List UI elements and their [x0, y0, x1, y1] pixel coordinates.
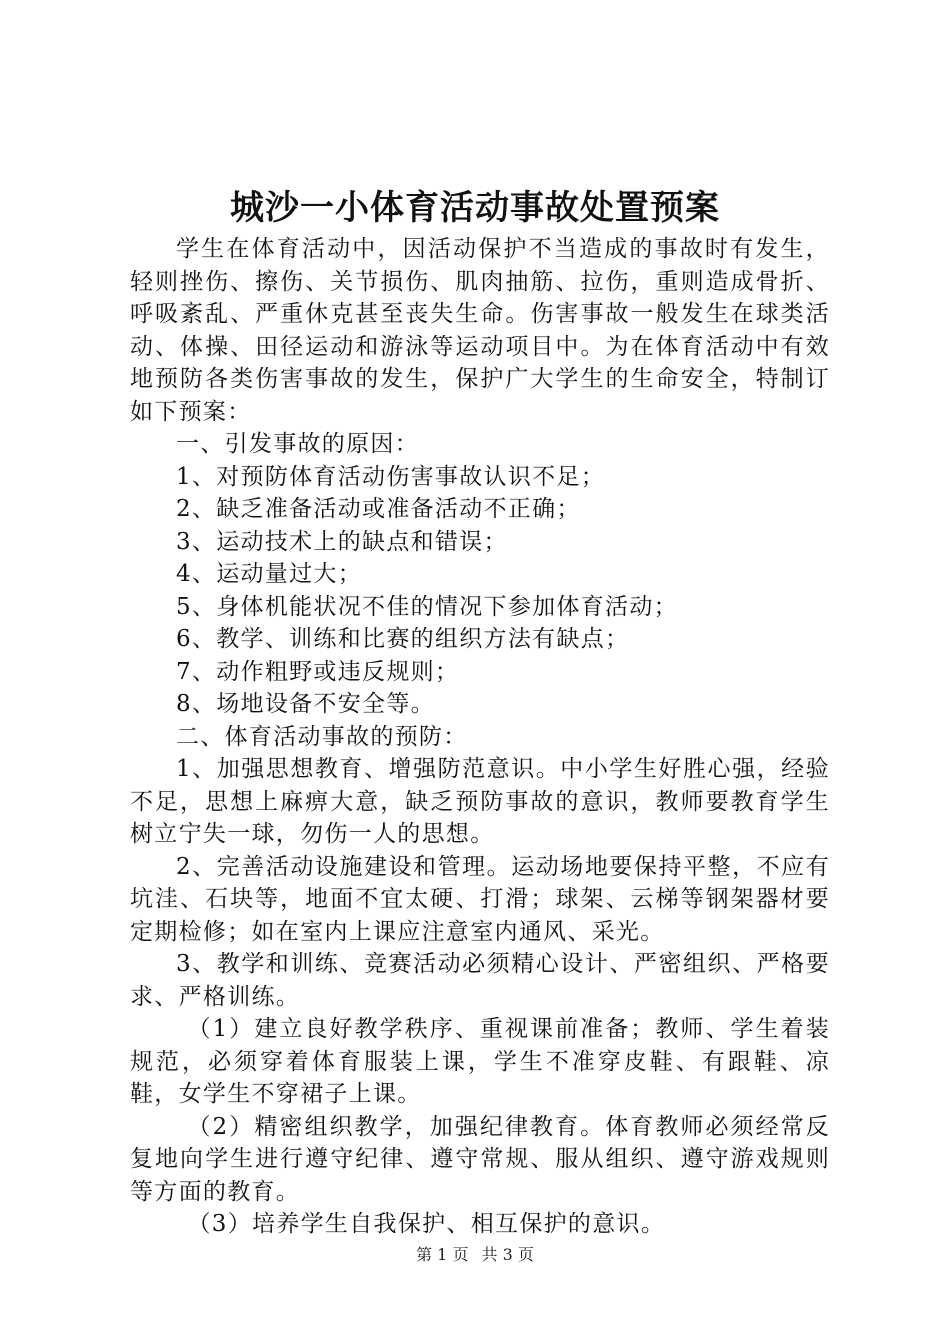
page-number-total: 共 3 页	[481, 1245, 534, 1264]
prevention-subitem-1: （1）建立良好教学秩序、重视课前准备；教师、学生着装规范，必须穿着体育服装上课，学生不准穿皮鞋、有跟鞋、凉鞋，女学生不穿裙子上课。	[130, 1016, 830, 1107]
cause-item-2: 2、缺乏准备活动或准备活动不正确；	[176, 496, 581, 522]
cause-item-3: 3、运动技术上的缺点和错误；	[176, 528, 508, 555]
cause-item-8: 8、场地设备不安全等。	[176, 691, 435, 717]
page-footer	[0, 1244, 950, 1266]
prevention-subitem-3: （3）培养学生自我保护、相互保护的意识。	[187, 1211, 666, 1237]
document-title: 城沙一小体育活动事故处置预案	[230, 188, 720, 228]
prevention-item-2: 2、完善活动设施建设和管理。运动场地要保持平整，不应有坑洼、石块等，地面不宜太硬、打滑；球架、云梯等钢架器材要定期检修；如在室内上课应注意室内通风、采光。	[130, 853, 830, 945]
section-heading-prevention: 二、体育活动事故的预防：	[176, 723, 468, 750]
prevention-item-3: 3、教学和训练、竞赛活动必须精心设计、严密组织、严格要求、严格训练。	[130, 951, 830, 1010]
cause-item-5: 5、身体机能状况不佳的情况下参加体育活动；	[176, 593, 678, 620]
prevention-item-1: 1、加强思想教育、增强防范意识。中小学生好胜心强，经验不足，思想上麻痹大意，缺乏预防事故的意识，教师要教育学生树立宁失一球，勿伤一人的思想。	[130, 756, 830, 847]
prevention-subitem-2: （2）精密组织教学，加强纪律教育。体育教师必须经常反复地向学生进行遵守纪律、遵守常规、服从组织、遵守游戏规则等方面的教育。	[130, 1113, 830, 1205]
section-heading-causes: 一、引发事故的原因：	[176, 431, 419, 457]
cause-item-1: 1、对预防体育活动伤害事故认识不足；	[176, 463, 606, 490]
intro-paragraph: 学生在体育活动中，因活动保护不当造成的事故时有发生，轻则挫伤、擦伤、关节损伤、肌肉抽筋、拉伤，重则造成骨折、呼吸紊乱、严重休克甚至丧失生命。伤害事故一般发生在球类活动、体操、田径运动和游泳等运动项目中。为在体育活动中有效地预防各类伤害事故的发生，保护广大学生的生命安全，特制订如下预案：	[130, 236, 830, 425]
page-number-current: 第 1 页	[416, 1245, 469, 1264]
cause-item-6: 6、教学、训练和比赛的组织方法有缺点；	[176, 626, 630, 652]
document-body	[130, 233, 830, 1241]
cause-item-7: 7、动作粗野或违反规则；	[176, 658, 460, 685]
cause-item-4: 4、运动量过大；	[176, 561, 363, 587]
